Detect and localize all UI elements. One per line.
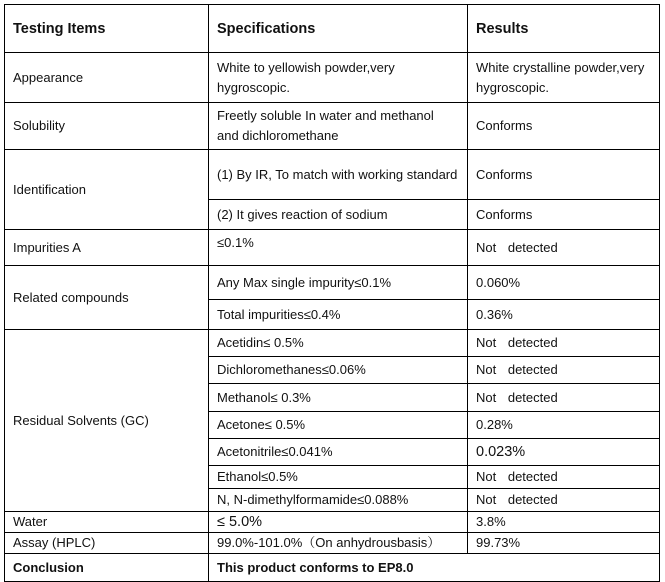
- header-specifications: Specifications: [209, 5, 468, 53]
- item-assay: Assay (HPLC): [5, 533, 209, 554]
- result-residual-1: Not detected: [468, 330, 660, 357]
- spec-residual-1: Acetidin≤ 0.5%: [209, 330, 468, 357]
- table-row-identification-1: [5, 150, 660, 200]
- table-row-conclusion: [5, 554, 660, 582]
- result-residual-2: Not detected: [468, 357, 660, 384]
- conclusion-text: This product conforms to EP8.0: [209, 554, 660, 582]
- spec-identification-1: (1) By IR, To match with working standard: [209, 150, 468, 200]
- result-identification-1: Conforms: [468, 150, 660, 200]
- item-solubility: Solubility: [5, 103, 209, 150]
- spec-solubility: Freetly soluble In water and methanol and dichloromethane: [209, 103, 468, 150]
- result-residual-6: Not detected: [468, 466, 660, 489]
- item-water: Water: [5, 512, 209, 533]
- item-residual-solvents: Residual Solvents (GC): [5, 330, 209, 512]
- table-row-appearance: [5, 53, 660, 103]
- spec-appearance: White to yellowish powder,very hygroscopic.: [209, 53, 468, 103]
- spec-impurities-a: ≤0.1%: [209, 230, 468, 266]
- item-impurities-a: Impurities A: [5, 230, 209, 266]
- spec-water: ≤ 5.0%: [209, 512, 468, 533]
- item-appearance: Appearance: [5, 53, 209, 103]
- spec-related-2: Total impurities≤0.4%: [209, 300, 468, 330]
- item-identification: Identification: [5, 150, 209, 230]
- result-impurities-a: Not detected: [468, 230, 660, 266]
- spec-residual-3: Methanol≤ 0.3%: [209, 384, 468, 412]
- item-related-compounds: Related compounds: [5, 266, 209, 330]
- spec-residual-6: Ethanol≤0.5%: [209, 466, 468, 489]
- header-results: Results: [468, 5, 660, 53]
- spec-residual-2: Dichloromethanes≤0.06%: [209, 357, 468, 384]
- header-row: [5, 5, 660, 53]
- result-related-1: 0.060%: [468, 266, 660, 300]
- spec-related-1: Any Max single impurity≤0.1%: [209, 266, 468, 300]
- result-residual-5: 0.023%: [468, 439, 660, 466]
- spec-residual-4: Acetone≤ 0.5%: [209, 412, 468, 439]
- result-water: 3.8%: [468, 512, 660, 533]
- result-residual-4: 0.28%: [468, 412, 660, 439]
- table-row-residual-1: [5, 330, 660, 357]
- result-appearance: White crystalline powder,very hygroscopic.: [468, 53, 660, 103]
- result-residual-3: Not detected: [468, 384, 660, 412]
- table-row-related-1: [5, 266, 660, 300]
- result-solubility: Conforms: [468, 103, 660, 150]
- table-row-solubility: [5, 103, 660, 150]
- table-row-impurities-a: [5, 230, 660, 266]
- spec-assay: 99.0%-101.0%（On anhydrousbasis）: [209, 533, 468, 554]
- table-row-water: [5, 512, 660, 533]
- result-residual-7: Not detected: [468, 489, 660, 512]
- item-conclusion: Conclusion: [5, 554, 209, 582]
- spec-residual-7: N, N-dimethylformamide≤0.088%: [209, 489, 468, 512]
- spec-residual-5: Acetonitrile≤0.041%: [209, 439, 468, 466]
- spec-identification-2: (2) It gives reaction of sodium: [209, 200, 468, 230]
- header-testing-items: Testing Items: [5, 5, 209, 53]
- result-assay: 99.73%: [468, 533, 660, 554]
- result-identification-2: Conforms: [468, 200, 660, 230]
- result-related-2: 0.36%: [468, 300, 660, 330]
- table-row-assay: [5, 533, 660, 554]
- specification-table: [4, 4, 660, 582]
